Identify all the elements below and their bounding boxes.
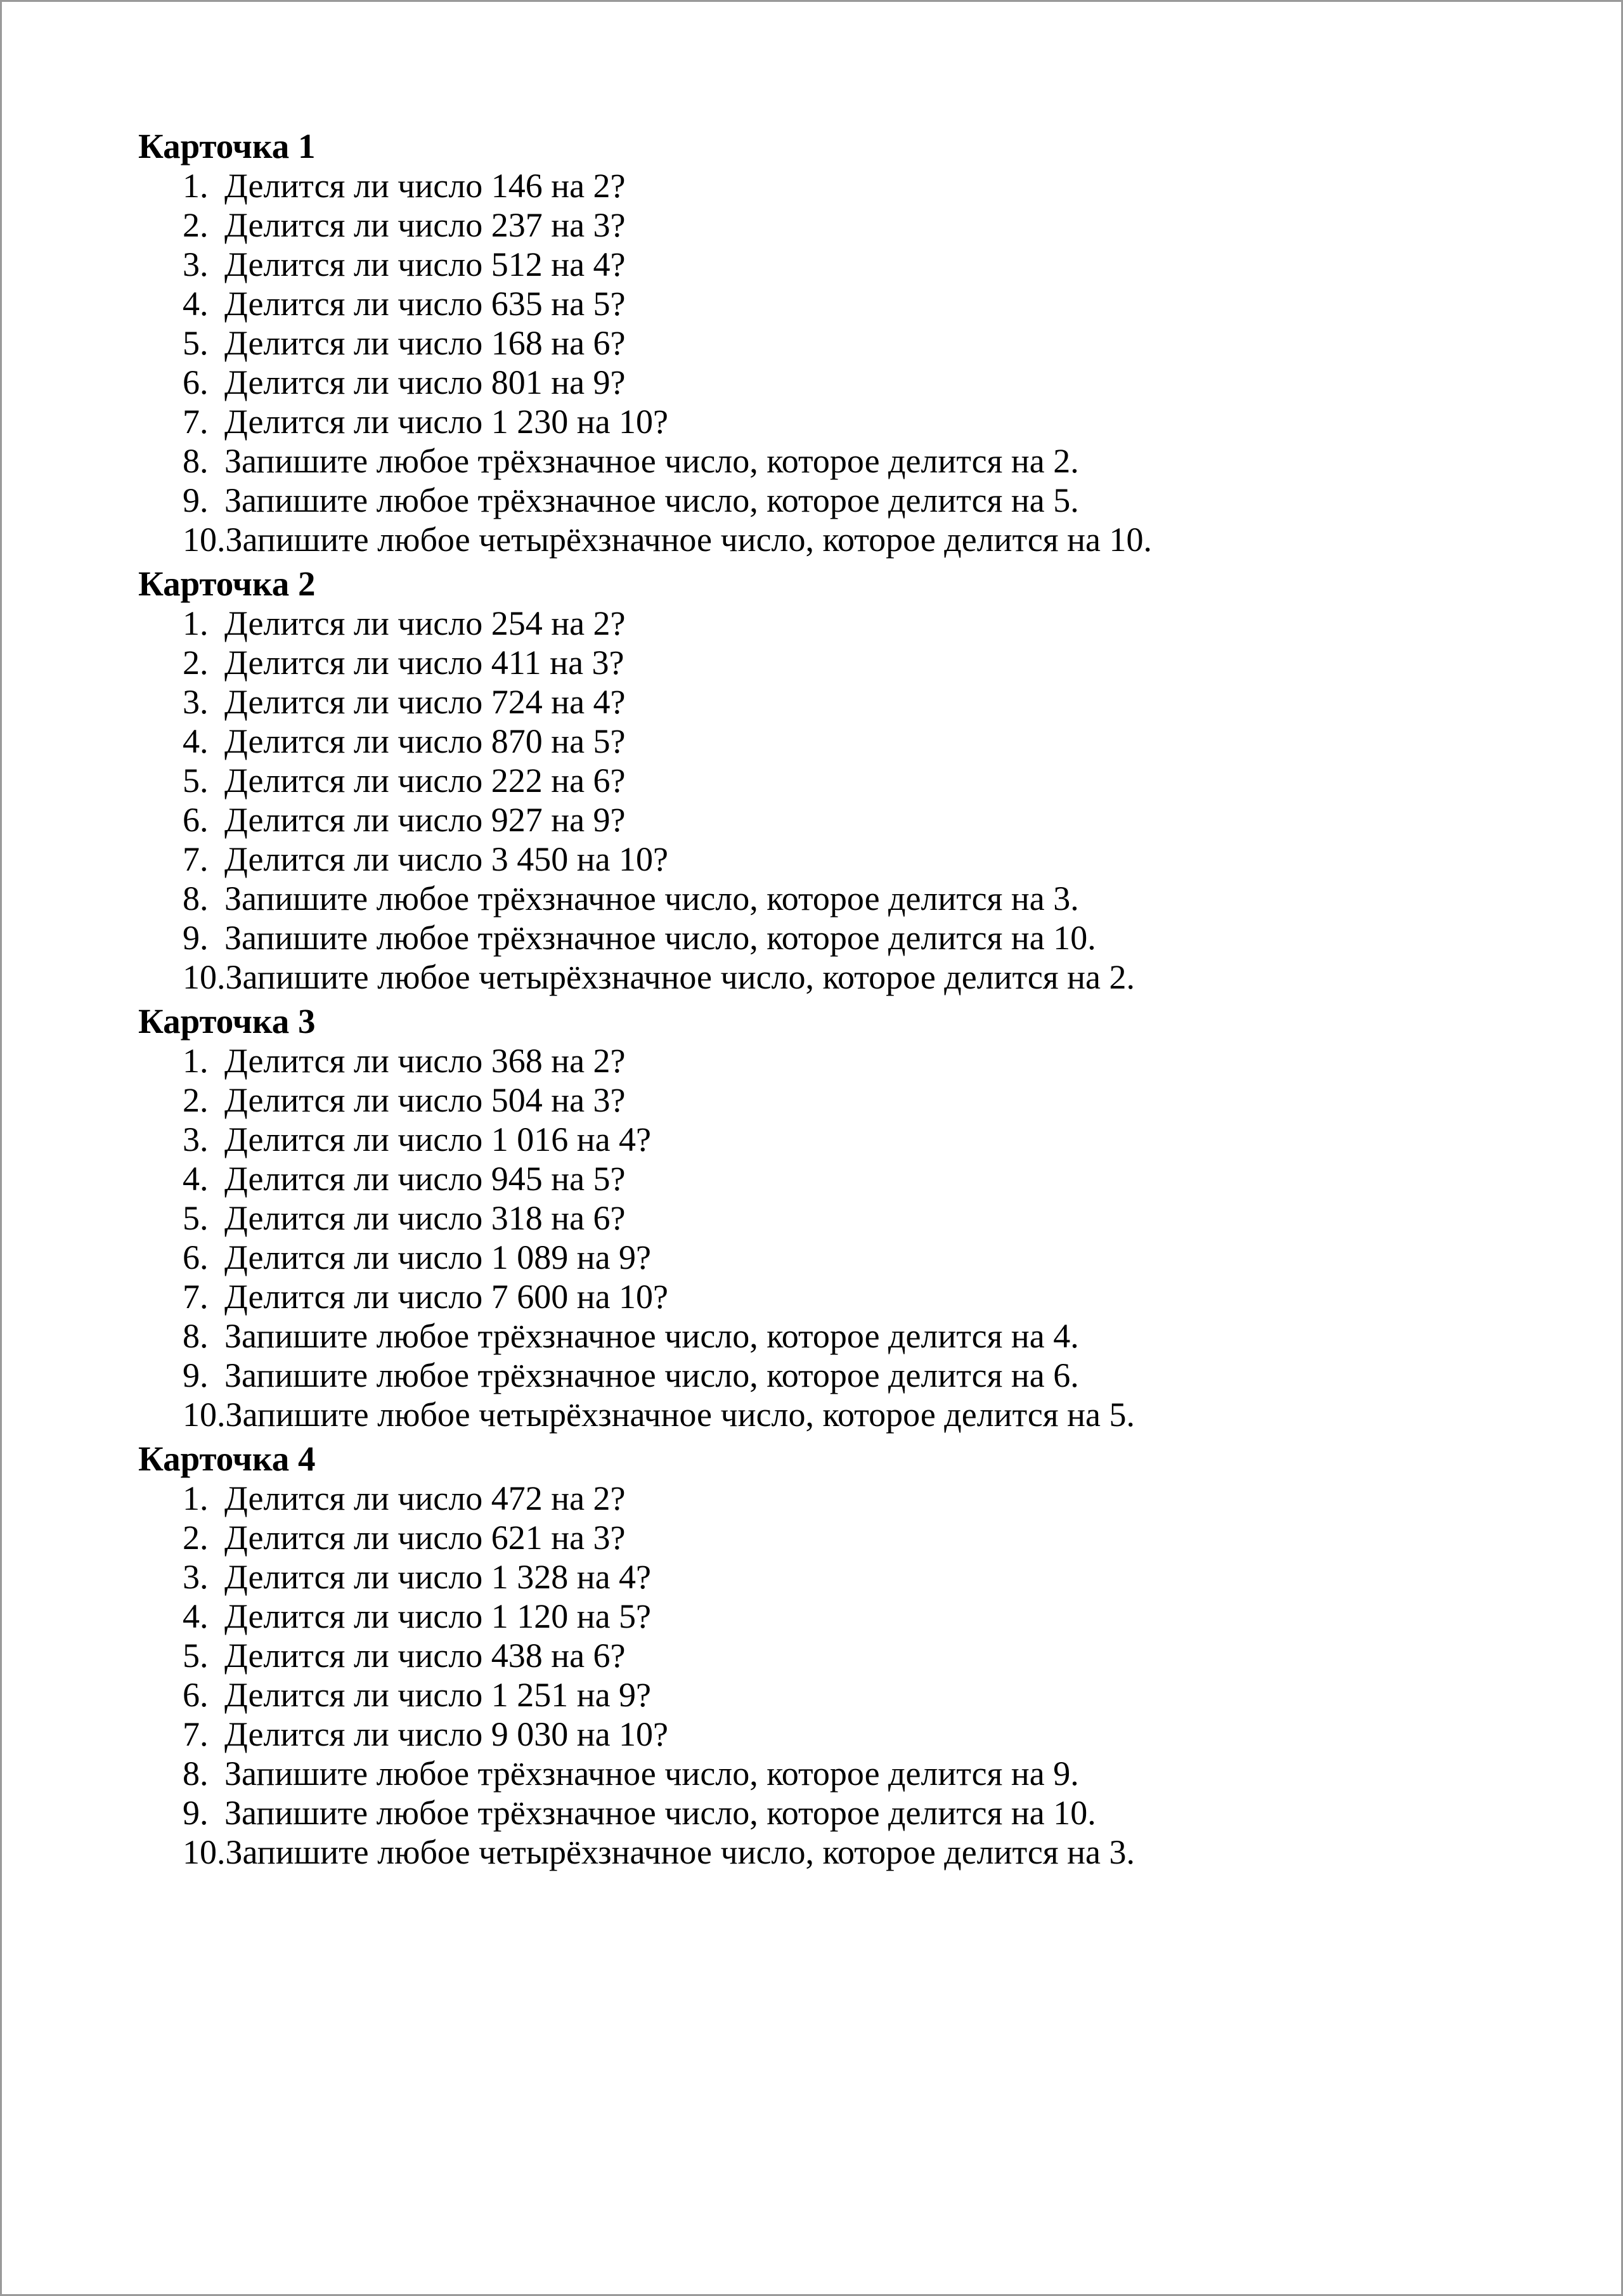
list-item: [2, 1715, 1621, 1754]
card-title: Карточка 4: [138, 1439, 316, 1478]
list-item: [2, 722, 1621, 761]
list-item-number: 3.: [183, 683, 209, 721]
list-item-text: Делится ли число 945 на 5?: [224, 1160, 626, 1198]
list-item: [2, 957, 1621, 997]
list-item-text: Делится ли число 438 на 6?: [224, 1637, 626, 1675]
list-item: [2, 879, 1621, 918]
list-item: [2, 918, 1621, 957]
list-item-text: Делится ли число 368 на 2?: [224, 1042, 626, 1080]
list-item-number: 7.: [183, 1278, 209, 1316]
list-item-number: 4.: [183, 722, 209, 760]
list-item-text: Делится ли число 9 030 на 10?: [224, 1715, 669, 1753]
list-item-number: 2.: [183, 1081, 209, 1119]
list-item: [2, 1557, 1621, 1597]
list-item: [2, 481, 1621, 520]
list-item: [2, 800, 1621, 840]
list-item-number: 6.: [183, 801, 209, 839]
card-section: [2, 564, 1621, 997]
list-item-number: 1.: [183, 1479, 209, 1517]
list-item: [2, 1793, 1621, 1832]
list-item-number: 8.: [183, 1317, 209, 1355]
list-item: [2, 1159, 1621, 1198]
list-item-text: Делится ли число 621 на 3?: [224, 1519, 626, 1557]
list-item-text: Делится ли число 1 230 на 10?: [224, 403, 669, 441]
list-item: [2, 1120, 1621, 1159]
list-item: [2, 1754, 1621, 1793]
list-item-number: 3.: [183, 1558, 209, 1596]
list-item: [2, 1518, 1621, 1557]
list-item-number: 1.: [183, 167, 209, 205]
list-item-number: 8.: [183, 442, 209, 480]
list-item-number: 5.: [183, 762, 209, 800]
cards-container: [2, 127, 1621, 1872]
list-item-number: 10.: [183, 958, 226, 996]
list-item-number: 10.: [183, 521, 226, 559]
list-item: [2, 643, 1621, 682]
list-item-text: Делится ли число 318 на 6?: [224, 1199, 626, 1237]
list-item-number: 5.: [183, 324, 209, 362]
list-item-text: Делится ли число 870 на 5?: [224, 722, 626, 760]
list-item-number: 5.: [183, 1199, 209, 1237]
list-item-text: Делится ли число 1 120 на 5?: [224, 1597, 652, 1635]
list-item: [2, 1675, 1621, 1715]
list-item: [2, 1356, 1621, 1395]
list-item-text: Запишите любое трёхзначное число, которое делится на 10.: [224, 1794, 1096, 1832]
list-item-text: Делится ли число 1 251 на 9?: [224, 1676, 652, 1714]
list-item-text: Запишите любое четырёхзначное число, которое делится на 2.: [225, 958, 1135, 996]
list-item-number: 2.: [183, 1519, 209, 1557]
list-item-number: 4.: [183, 1597, 209, 1635]
list-item-number: 7.: [183, 1715, 209, 1753]
list-item-text: Запишите любое трёхзначное число, которое делится на 10.: [224, 919, 1096, 957]
list-item-number: 5.: [183, 1637, 209, 1675]
list-item: [2, 1479, 1621, 1518]
card-title: Карточка 1: [138, 127, 316, 165]
list-item-text: Делится ли число 254 на 2?: [224, 604, 626, 642]
list-item: [2, 1636, 1621, 1675]
list-item: [2, 1832, 1621, 1872]
list-item-number: 9.: [183, 1794, 209, 1832]
list-item: [2, 1238, 1621, 1277]
list-item-number: 7.: [183, 403, 209, 441]
list-item-text: Делится ли число 168 на 6?: [224, 324, 626, 362]
list-item-number: 4.: [183, 1160, 209, 1198]
list-item: [2, 1198, 1621, 1238]
list-item-text: Делится ли число 504 на 3?: [224, 1081, 626, 1119]
list-item: [2, 604, 1621, 643]
list-item-text: Делится ли число 1 328 на 4?: [224, 1558, 652, 1596]
list-item-number: 8.: [183, 879, 209, 918]
list-item-text: Делится ли число 3 450 на 10?: [224, 840, 669, 878]
list-item: [2, 1395, 1621, 1434]
list-item-number: 1.: [183, 1042, 209, 1080]
list-item-text: Делится ли число 724 на 4?: [224, 683, 626, 721]
list-item-text: Запишите любое трёхзначное число, которое делится на 2.: [224, 442, 1079, 480]
list-item-number: 2.: [183, 206, 209, 244]
list-item-number: 8.: [183, 1754, 209, 1793]
list-item-text: Делится ли число 237 на 3?: [224, 206, 626, 244]
list-item-text: Делится ли число 801 на 9?: [224, 363, 626, 401]
list-item-text: Запишите любое четырёхзначное число, которое делится на 10.: [225, 521, 1153, 559]
list-item-number: 6.: [183, 363, 209, 401]
list-item-text: Запишите любое трёхзначное число, которое делится на 3.: [224, 879, 1079, 918]
list-item: [2, 441, 1621, 481]
list-item: [2, 166, 1621, 205]
list-item: [2, 1277, 1621, 1316]
list-item: [2, 1041, 1621, 1080]
list-item-text: Делится ли число 411 на 3?: [224, 644, 624, 682]
list-item-text: Запишите любое трёхзначное число, которое делится на 9.: [224, 1754, 1079, 1793]
list-item: [2, 363, 1621, 402]
list-item-number: 10.: [183, 1833, 226, 1871]
list-item: [2, 1080, 1621, 1120]
list-item: [2, 682, 1621, 722]
card-title: Карточка 3: [138, 1002, 316, 1041]
list-item-number: 2.: [183, 644, 209, 682]
list-item-text: Запишите любое трёхзначное число, которое делится на 4.: [224, 1317, 1079, 1355]
card-title: Карточка 2: [138, 564, 316, 603]
list-item-text: Делится ли число 1 016 на 4?: [224, 1120, 652, 1158]
list-item-number: 9.: [183, 919, 209, 957]
list-item-number: 4.: [183, 285, 209, 323]
list-item-text: Делится ли число 512 на 4?: [224, 245, 626, 283]
list-item-text: Делится ли число 146 на 2?: [224, 167, 626, 205]
list-item-number: 6.: [183, 1238, 209, 1276]
list-item: [2, 840, 1621, 879]
list-item-number: 6.: [183, 1676, 209, 1714]
list-item-text: Делится ли число 1 089 на 9?: [224, 1238, 652, 1276]
list-item-text: Делится ли число 7 600 на 10?: [224, 1278, 669, 1316]
list-item: [2, 323, 1621, 363]
list-item-text: Запишите любое четырёхзначное число, которое делится на 5.: [225, 1396, 1135, 1434]
list-item-text: Делится ли число 222 на 6?: [224, 762, 626, 800]
list-item-number: 9.: [183, 1356, 209, 1394]
card-section: [2, 1439, 1621, 1872]
list-item: [2, 245, 1621, 284]
list-item-number: 7.: [183, 840, 209, 878]
list-item: [2, 284, 1621, 323]
card-section: [2, 1002, 1621, 1434]
list-item: [2, 520, 1621, 559]
list-item-text: Делится ли число 472 на 2?: [224, 1479, 626, 1517]
list-item: [2, 1316, 1621, 1356]
list-item-number: 9.: [183, 481, 209, 519]
list-item-number: 1.: [183, 604, 209, 642]
card-section: [2, 127, 1621, 559]
list-item: [2, 402, 1621, 441]
list-item-text: Запишите любое четырёхзначное число, которое делится на 3.: [225, 1833, 1135, 1871]
list-item-text: Запишите любое трёхзначное число, которое делится на 6.: [224, 1356, 1079, 1394]
list-item: [2, 205, 1621, 245]
list-item-number: 10.: [183, 1396, 226, 1434]
list-item-text: Запишите любое трёхзначное число, которое делится на 5.: [224, 481, 1079, 519]
list-item-text: Делится ли число 927 на 9?: [224, 801, 626, 839]
list-item-number: 3.: [183, 1120, 209, 1158]
list-item-number: 3.: [183, 245, 209, 283]
list-item: [2, 761, 1621, 800]
list-item: [2, 1597, 1621, 1636]
list-item-text: Делится ли число 635 на 5?: [224, 285, 626, 323]
